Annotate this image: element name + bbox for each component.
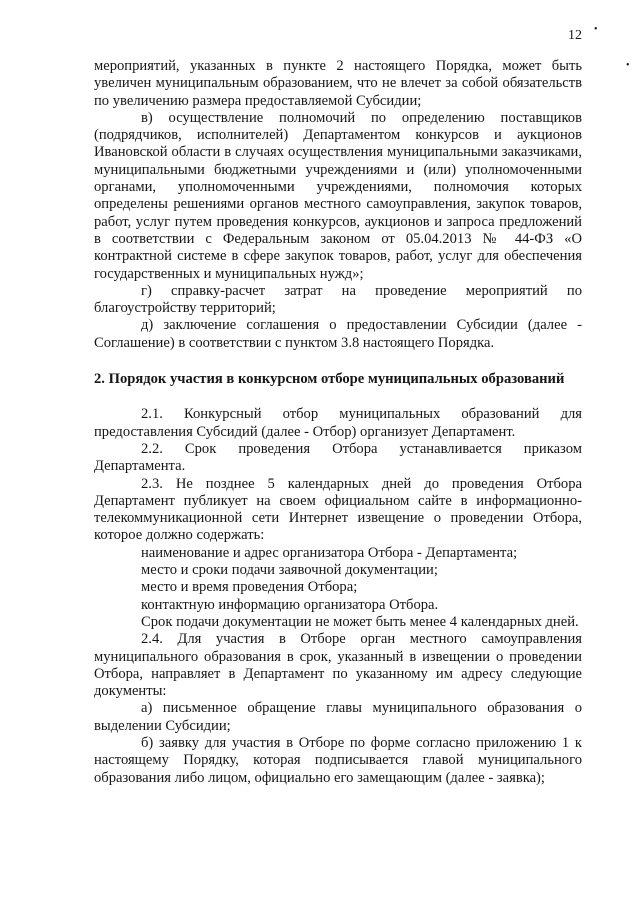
- paragraph-2-1: 2.1. Конкурсный отбор муниципальных образований для предоставления Субсидий (далее - Отбор) организует Департамент.: [94, 406, 582, 440]
- paragraph-item-a: а) письменное обращение главы муниципального образования о выделении Субсидии;: [94, 700, 582, 734]
- list-item: контактную информацию организатора Отбора.: [141, 596, 439, 613]
- paragraph-item-b: б) заявку для участия в Отборе по форме согласно приложению 1 к настоящему Порядку, которая подписывается главой муниципального образования либо лицом, официально его замещающим (далее - заявка);: [94, 734, 582, 786]
- page-number: 12: [568, 28, 582, 43]
- paragraph-item-g: г) справку-расчет затрат на проведение мероприятий по благоустройству территорий;: [94, 282, 582, 317]
- list-item: место и сроки подачи заявочной документации;: [141, 562, 438, 579]
- paragraph-item-d: д) заключение соглашения о предоставлении Субсидии (далее - Соглашение) в соответствии с пунктом 3.8 настоящего Порядка.: [94, 317, 582, 351]
- scan-mark-top: •: [594, 24, 598, 35]
- paragraph-item-v: в) осуществление полномочий по определению поставщиков (подрядчиков, исполнителей) Департаментом конкурсов и аукционов Ивановской области в случаях осуществления муниципальными заказчиками, муниципальными бюджетными учреждениями и (или) уполномоченными органами, уполномоченными учреждениями, полномочия которых определены решениями органов местного самоуправления, закупок товаров, работ, услуг путем проведения конкурсов, аукционов и запроса предложений в соответствии с Федеральным законом от 05.04.2013 № 44-ФЗ «О контрактной системе в сфере закупок товаров, работ, услуг для обеспечения государственных и муниципальных нужд»;: [94, 109, 582, 282]
- list-item: наименование и адрес организатора Отбора - Департамента;: [141, 544, 518, 561]
- paragraph-continuation: мероприятий, указанных в пункте 2 настоящего Порядка, может быть увеличен муниципальным образованием, что не влечет за собой обязательств по увеличению размера предоставляемой Субсидии;: [94, 58, 582, 109]
- paragraph-deadline: Срок подачи документации не может быть менее 4 календарных дней.: [141, 613, 579, 630]
- list-item: место и время проведения Отбора;: [141, 579, 358, 596]
- document-body: [94, 58, 582, 787]
- scan-mark-side: •: [626, 60, 630, 71]
- paragraph-2-4: 2.4. Для участия в Отборе орган местного самоуправления муниципального образования в срок, указанный в извещении о проведении Отбора, направляет в Департамент по указанному им адресу следующие документы:: [94, 631, 582, 700]
- section-heading: 2. Порядок участия в конкурсном отборе муниципальных образований: [94, 371, 565, 388]
- paragraph-2-3: 2.3. Не позднее 5 календарных дней до проведения Отбора Департамент публикует на своем официальном сайте в информационно-телекоммуникационной сети Интернет извещение о проведении Отбора, которое должно содержать:: [94, 475, 582, 544]
- paragraph-2-2: 2.2. Срок проведения Отбора устанавливается приказом Департамента.: [94, 440, 582, 475]
